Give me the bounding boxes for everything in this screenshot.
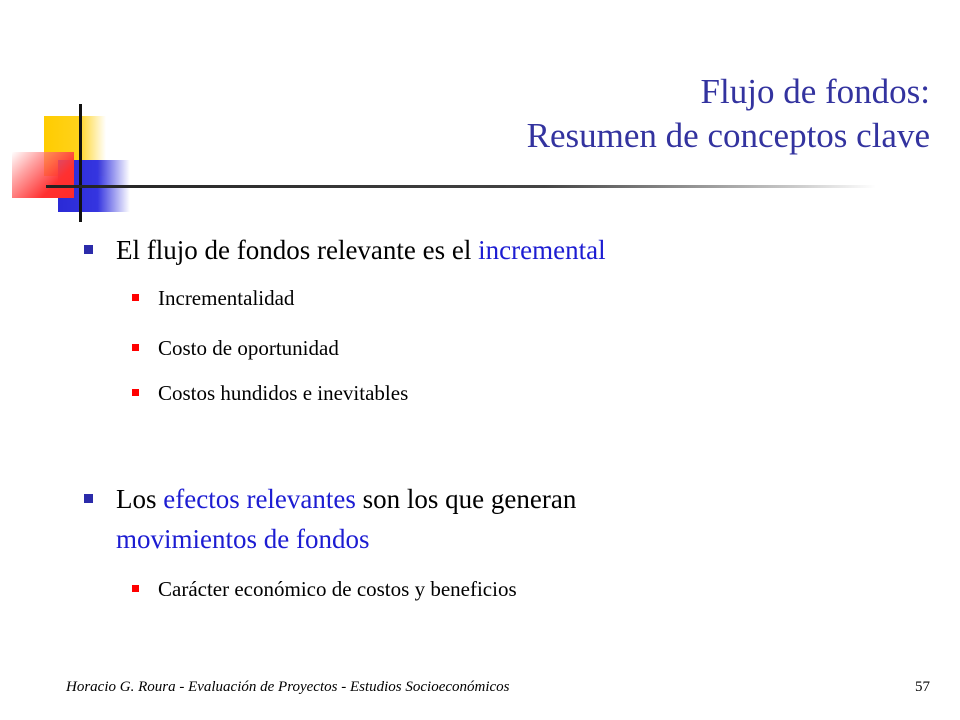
main-bullet-2-highlight: efectos relevantes — [163, 484, 356, 514]
main-bullet-2-line-2: movimientos de fondos — [116, 524, 370, 554]
main-bullet-1-text — [116, 233, 606, 267]
title-line-2: Resumen de conceptos clave — [526, 116, 930, 155]
main-bullet-1-part-1: El flujo de fondos relevante es el — [116, 235, 479, 265]
slide-title — [527, 70, 930, 158]
sub-bullet-square-icon — [132, 585, 139, 592]
footer-text: Horacio G. Roura - Evaluación de Proyectos - Estudios Socioeconómicos — [66, 679, 510, 695]
sub-bullet-text: Carácter económico de costos y beneficios — [158, 577, 517, 601]
bullet-square-icon — [84, 245, 93, 254]
main-bullet-2-part-3: son los que generan — [355, 484, 577, 514]
main-bullet-2-line-1 — [116, 482, 576, 516]
main-bullet-1-highlight: incremental — [478, 235, 606, 265]
sub-bullet-square-icon — [132, 344, 139, 351]
sub-bullet-square-icon — [132, 294, 139, 301]
sub-bullet-text: Incrementalidad — [158, 286, 295, 310]
sub-bullet-text: Costo de oportunidad — [158, 336, 339, 360]
red-square-decoration — [12, 152, 74, 198]
bullet-square-icon — [84, 494, 93, 503]
main-bullet-2-part-1: Los — [116, 484, 164, 514]
vertical-rule — [79, 104, 82, 222]
title-line-1: Flujo de fondos: — [700, 72, 930, 111]
sub-bullet-square-icon — [132, 389, 139, 396]
page-number: 57 — [915, 679, 930, 695]
sub-bullet-text: Costos hundidos e inevitables — [158, 381, 409, 405]
title-underline-rule — [46, 185, 876, 188]
